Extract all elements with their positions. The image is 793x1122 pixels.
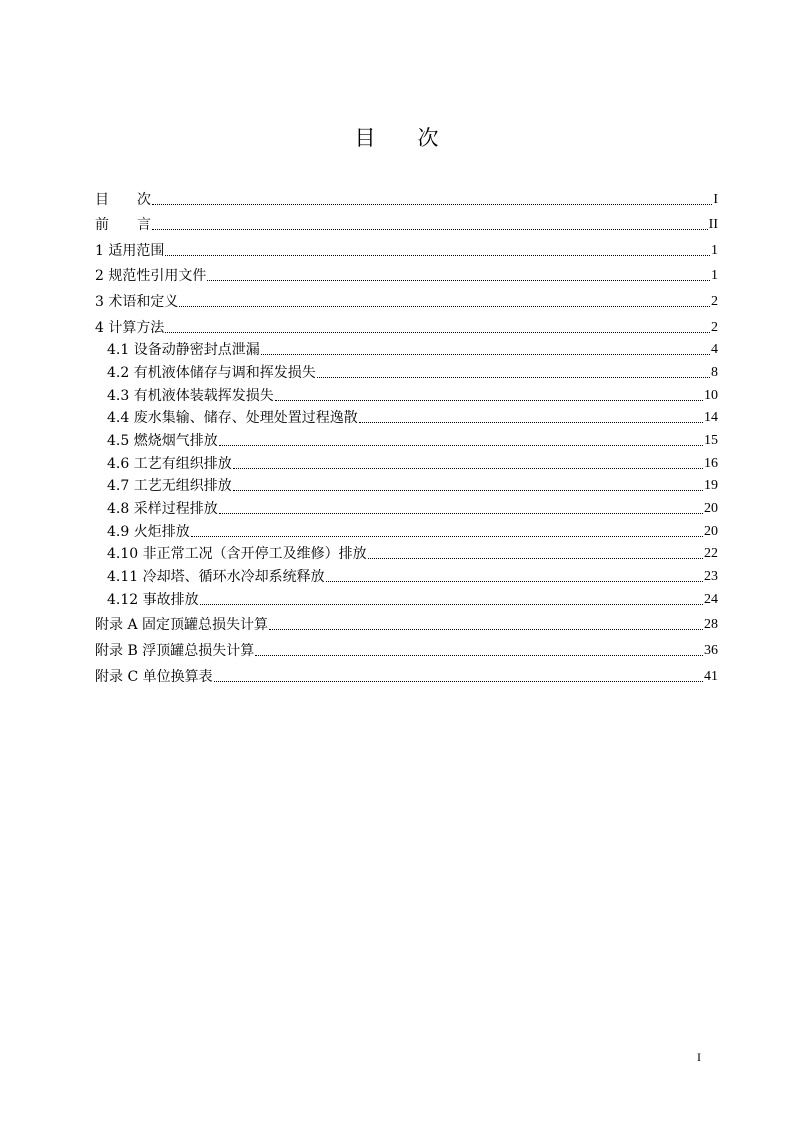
toc-entry[interactable] [95, 338, 718, 361]
toc-entry-page: 41 [704, 668, 718, 684]
toc-dot-leader [152, 229, 708, 230]
toc-entry-page: 4 [711, 342, 718, 358]
toc-entry-page: 16 [704, 455, 718, 471]
toc-dot-leader [207, 280, 710, 281]
toc-entry-page: 2 [711, 293, 718, 309]
toc-entry-label: 4.11 冷却塔、循环水冷却系统释放 [107, 569, 325, 586]
toc-entry[interactable] [95, 496, 718, 519]
toc-entry[interactable] [95, 210, 718, 236]
toc-entry-label: 4 计算方法 [95, 319, 165, 336]
toc-entry[interactable] [95, 286, 718, 312]
toc-dot-leader [233, 490, 703, 491]
toc-entry-page: 36 [704, 643, 718, 658]
toc-entry-label: 3 术语和定义 [95, 293, 179, 310]
toc-entry-page: 20 [704, 523, 718, 539]
toc-entry-label: 4.2 有机液体储存与调和挥发损失 [107, 364, 316, 381]
toc-entry-page: 15 [704, 433, 718, 448]
page-number: I [697, 1050, 701, 1064]
toc-entry[interactable] [95, 451, 718, 474]
toc-entry-label: 前 言 [95, 217, 151, 234]
toc-entry[interactable] [95, 312, 718, 338]
toc-entry-label: 4.9 火炬排放 [107, 523, 190, 540]
toc-entry-label: 附录 A 固定顶罐总损失计算 [95, 617, 269, 634]
toc-entry-label: 4.1 设备动静密封点泄漏 [107, 342, 260, 359]
toc-entry[interactable] [95, 383, 718, 406]
toc-entry-page: 2 [711, 319, 718, 335]
toc-entry[interactable] [95, 184, 718, 210]
toc-entry[interactable] [95, 360, 718, 383]
toc-entry-page: I [713, 191, 718, 207]
toc-dot-leader [255, 655, 703, 656]
toc-entry-label: 附录 B 浮顶罐总损失计算 [95, 643, 255, 659]
toc-entry-page: 19 [704, 478, 718, 494]
toc-entry-page: 8 [711, 364, 718, 380]
toc-dot-leader [179, 306, 710, 307]
toc-entry-label: 4.10 非正常工况（含开停工及维修）排放 [107, 546, 367, 563]
toc-entry[interactable] [95, 587, 718, 610]
toc-entry[interactable] [95, 261, 718, 287]
toc-entry-page: 24 [704, 591, 718, 607]
toc-entry-label: 4.12 事故排放 [107, 591, 199, 608]
toc-entry-label: 1 适用范围 [95, 242, 165, 259]
toc-entry-page: II [708, 217, 718, 233]
toc-entry-label: 4.4 废水集输、储存、处理处置过程逸散 [107, 410, 358, 427]
toc-entry[interactable] [95, 235, 718, 261]
toc-entry[interactable] [95, 428, 718, 451]
toc-dot-leader [368, 558, 703, 559]
toc-dot-leader [219, 513, 703, 514]
toc-dot-leader [214, 681, 703, 682]
toc-entry-page: 20 [704, 501, 718, 517]
toc-dot-leader [191, 536, 703, 537]
toc-entry[interactable] [95, 519, 718, 542]
toc-entry-label: 4.5 燃烧烟气排放 [107, 433, 218, 449]
toc-entry-page: 10 [704, 387, 718, 403]
toc-dot-leader [359, 422, 703, 423]
toc-dot-leader [219, 445, 703, 446]
toc-entry[interactable] [95, 542, 718, 565]
toc-dot-leader [261, 354, 710, 355]
toc-entry-label: 2 规范性引用文件 [95, 268, 207, 285]
toc-entry[interactable] [95, 474, 718, 497]
page-title: 目 次 [354, 126, 439, 150]
toc-dot-leader [275, 400, 703, 401]
toc-entry-page: 1 [711, 242, 718, 258]
table-of-contents [95, 184, 718, 687]
toc-entry[interactable] [95, 610, 718, 636]
toc-entry-page: 22 [704, 546, 718, 562]
toc-entry-label: 附录 C 单位换算表 [95, 668, 213, 685]
toc-dot-leader [200, 604, 703, 605]
toc-dot-leader [165, 255, 710, 256]
toc-entry[interactable] [95, 635, 718, 661]
toc-dot-leader [233, 468, 703, 469]
toc-entry-label: 4.8 采样过程排放 [107, 501, 218, 518]
toc-entry-label: 4.6 工艺有组织排放 [107, 455, 232, 472]
toc-dot-leader [152, 204, 712, 205]
toc-entry-page: 14 [704, 410, 718, 426]
toc-dot-leader [269, 629, 703, 630]
toc-entry-page: 1 [711, 268, 718, 284]
toc-entry-label: 目 次 [95, 191, 151, 208]
toc-entry-label: 4.3 有机液体装载挥发损失 [107, 387, 274, 404]
toc-entry[interactable] [95, 564, 718, 587]
toc-entry[interactable] [95, 406, 718, 429]
toc-dot-leader [165, 332, 710, 333]
toc-entry-page: 28 [704, 617, 718, 633]
toc-entry-label: 4.7 工艺无组织排放 [107, 478, 232, 495]
toc-dot-leader [326, 581, 703, 582]
toc-dot-leader [317, 377, 710, 378]
toc-entry[interactable] [95, 661, 718, 687]
toc-entry-page: 23 [704, 569, 718, 585]
